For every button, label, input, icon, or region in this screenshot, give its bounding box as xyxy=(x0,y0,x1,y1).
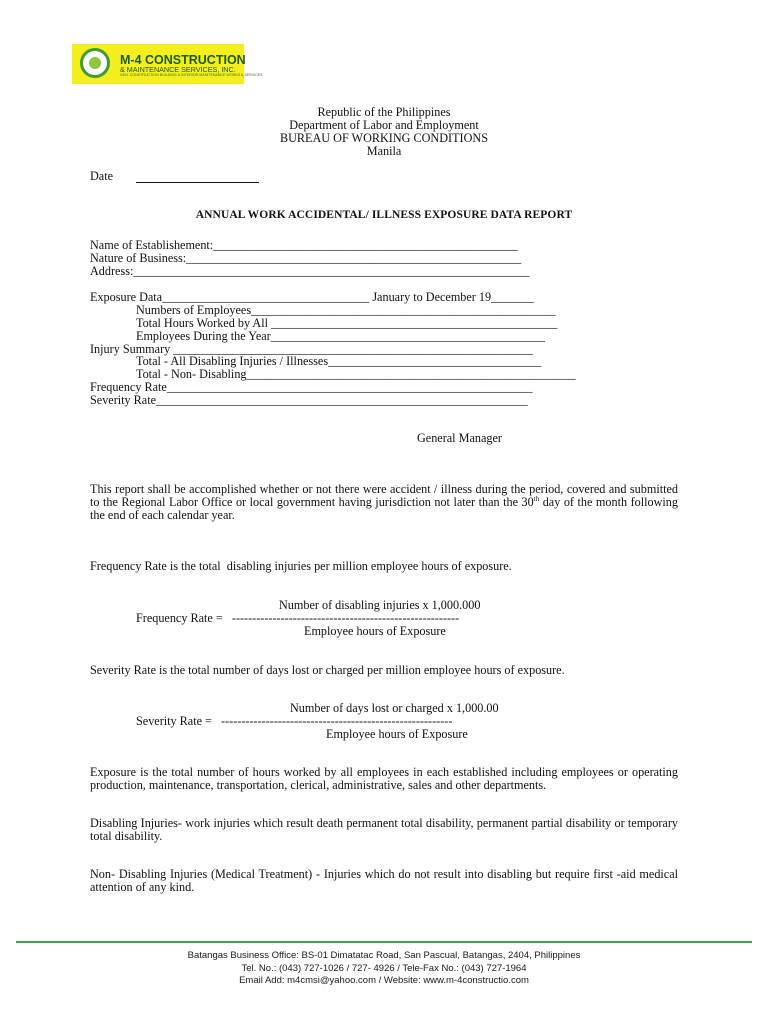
instructions-text-a: This report shall be accomplished whether or not there were accident / illness during the period, covered and submitted to the Regional Labor Office or local government having jurisdiction not later than the 30 xyxy=(90,482,678,509)
severity-formula-label: Severity Rate = --------------------------------------------------------- xyxy=(136,714,453,728)
logo-company-name: M-4 CONSTRUCTION xyxy=(120,53,246,67)
field-employees-during-year[interactable]: Employees During the Year_____________________________________________ xyxy=(136,329,545,343)
date-label: Date xyxy=(90,169,114,183)
footer-office-address: Batangas Business Office: BS-01 Dimatatac Road, San Pascual, Batangas, 2404, Philippines xyxy=(187,950,581,961)
signature-title: General Manager xyxy=(417,431,502,445)
exposure-definition: Exposure is the total number of hours worked by all employees in each established including employees or operating production, maintenance, transportation, clerical, administrative, sales and other departments. xyxy=(90,765,678,792)
field-nature-of-business[interactable]: Nature of Business:_______________________________________________________ xyxy=(90,251,522,265)
frequency-formula-denominator: Employee hours of Exposure xyxy=(304,624,446,638)
header-department: Department of Labor and Employment xyxy=(289,118,479,132)
date-field[interactable] xyxy=(136,182,259,183)
field-number-of-employees[interactable]: Numbers of Employees__________________________________________________ xyxy=(136,303,556,317)
instructions-paragraph xyxy=(90,483,678,522)
footer-contact: Email Add: m4cmsi@yahoo.com / Website: www.m-4constructio.com xyxy=(239,975,529,986)
frequency-formula-label: Frequency Rate = -------------------------------------------------------- xyxy=(136,611,460,625)
severity-rate-definition: Severity Rate is the total number of days lost or charged per million employee hours of exposure. xyxy=(90,663,565,677)
field-severity-rate[interactable]: Severity Rate_____________________________________________________________ xyxy=(90,393,528,407)
footer-phone: Tel. No.: (043) 727-1026 / 727- 4926 / Tele-Fax No.: (043) 727-1964 xyxy=(241,962,527,974)
severity-formula-denominator: Employee hours of Exposure xyxy=(326,727,468,741)
field-establishment[interactable]: Name of Establishement:__________________________________________________ xyxy=(90,238,518,252)
field-address[interactable]: Address:_________________________________________________________________ xyxy=(90,264,530,278)
government-header xyxy=(0,106,768,158)
field-total-hours-worked[interactable]: Total Hours Worked by All _______________________________________________ xyxy=(136,316,558,330)
logo-tagline: GEN. CONSTRUCTION BUILDING & INTERIOR MAINTENANCE WORKS & SERVICES xyxy=(120,73,263,77)
frequency-rate-definition: Frequency Rate is the total disabling injuries per million employee hours of exposure. xyxy=(90,559,512,573)
logo-emblem-icon xyxy=(80,48,110,78)
disabling-injuries-definition: Disabling Injuries- work injuries which result death permanent total disability, permanent partial disability or temporary total disability. xyxy=(90,816,678,843)
frequency-formula-numerator: Number of disabling injuries x 1,000.000 xyxy=(279,598,481,612)
field-total-non-disabling[interactable]: Total - Non- Disabling______________________________________________________ xyxy=(136,367,576,381)
footer-divider xyxy=(16,941,752,943)
field-injury-summary[interactable]: Injury Summary ___________________________________________________________ xyxy=(90,342,533,356)
severity-formula-numerator: Number of days lost or charged x 1,000.00 xyxy=(290,701,499,715)
instructions-text-b: day of the month following the end of each calendar year. xyxy=(90,495,678,522)
non-disabling-injuries-definition: Non- Disabling Injuries (Medical Treatment) - Injuries which do not result into disabling but require first -aid medical attention of any kind. xyxy=(90,867,678,894)
instructions-superscript: th xyxy=(533,494,540,503)
header-city: Manila xyxy=(366,144,402,158)
report-title: ANNUAL WORK ACCIDENTAL/ ILLNESS EXPOSURE DATA REPORT xyxy=(195,209,573,221)
field-frequency-rate[interactable]: Frequency Rate____________________________________________________________ xyxy=(90,380,533,394)
logo-company-subtitle: & MAINTENANCE SERVICES, INC. xyxy=(120,65,236,74)
header-bureau: BUREAU OF WORKING CONDITIONS xyxy=(280,131,488,145)
footer xyxy=(0,950,768,988)
field-exposure-data[interactable]: Exposure Data__________________________________ January to December 19_______ xyxy=(90,290,534,304)
field-total-disabling[interactable]: Total - All Disabling Injuries / Illnesses___________________________________ xyxy=(136,354,542,368)
company-logo xyxy=(72,44,263,84)
header-republic: Republic of the Philippines xyxy=(317,105,451,119)
